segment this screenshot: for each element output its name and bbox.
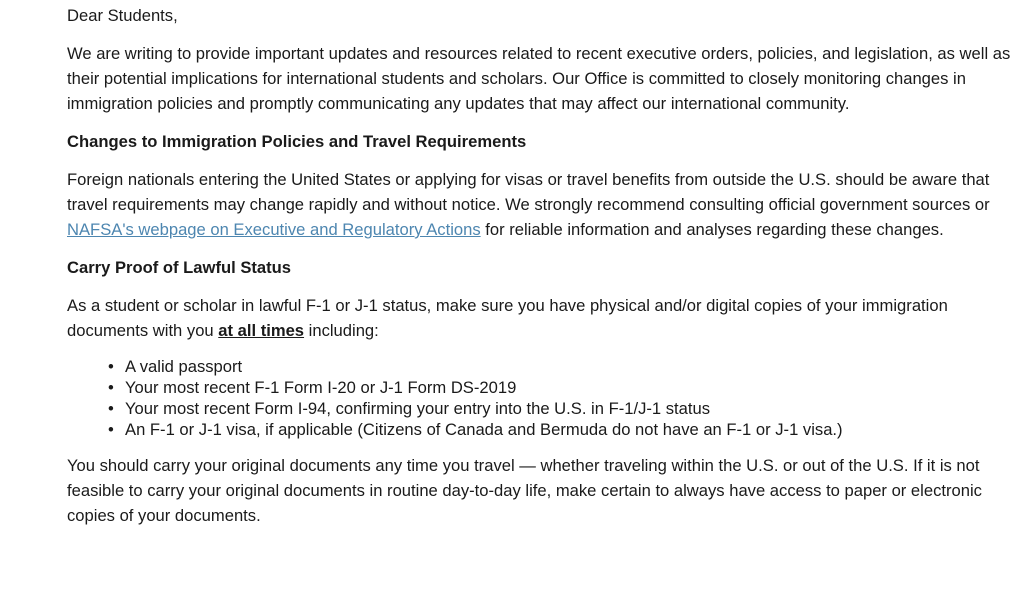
bullet-icon: • xyxy=(108,420,114,439)
section-heading-immigration-policies: Changes to Immigration Policies and Travel Requirements xyxy=(67,132,527,151)
paragraph-text: Foreign nationals entering the United States or applying for visas or travel benefits from outside the U.S. should be aware that travel requirements may change rapidly and without notice. We strongly recommend consulting official government sources or xyxy=(67,170,990,214)
emphasis-at-all-times: at all times xyxy=(218,321,305,340)
greeting: Dear Students, xyxy=(67,6,178,25)
list-item-text: A valid passport xyxy=(125,357,243,376)
lawful-status-paragraph xyxy=(67,293,1012,343)
closing-paragraph: You should carry your original documents any time you travel — whether traveling within the U.S. or out of the U.S. If it is not feasible to carry your original documents in routine day-to-day life, make certain to always have access to paper or electronic copies of your documents. xyxy=(67,456,982,525)
list-item xyxy=(108,419,1012,440)
nafsa-executive-actions-link[interactable]: NAFSA's webpage on Executive and Regulatory Actions xyxy=(67,220,481,239)
immigration-policies-paragraph xyxy=(67,167,1012,242)
bullet-icon: • xyxy=(108,378,114,397)
list-item-text: Your most recent F-1 Form I-20 or J-1 Form DS-2019 xyxy=(125,378,517,397)
paragraph-text: for reliable information and analyses regarding these changes. xyxy=(480,220,944,239)
list-item-text: An F-1 or J-1 visa, if applicable (Citizens of Canada and Bermuda do not have an F-1 or J-1 visa.) xyxy=(125,420,843,439)
email-body xyxy=(67,3,1012,541)
list-item-text: Your most recent Form I-94, confirming your entry into the U.S. in F-1/J-1 status xyxy=(125,399,711,418)
list-item xyxy=(108,377,1012,398)
intro-paragraph: We are writing to provide important updates and resources related to recent executive orders, policies, and legislation, as well as their potential implications for international students and scholars. Our Office is committed to closely monitoring changes in immigration policies and promptly communicating any updates that may affect our international community. xyxy=(67,44,1011,113)
bullet-icon: • xyxy=(108,357,114,376)
bullet-icon: • xyxy=(108,399,114,418)
list-item xyxy=(108,356,1012,377)
list-item xyxy=(108,398,1012,419)
paragraph-text: including: xyxy=(304,321,379,340)
paragraph-text: As a student or scholar in lawful F-1 or J-1 status, make sure you have physical and/or digital copies of your immigration documents with you xyxy=(67,296,948,340)
required-documents-list xyxy=(67,356,1012,440)
section-heading-lawful-status: Carry Proof of Lawful Status xyxy=(67,258,292,277)
